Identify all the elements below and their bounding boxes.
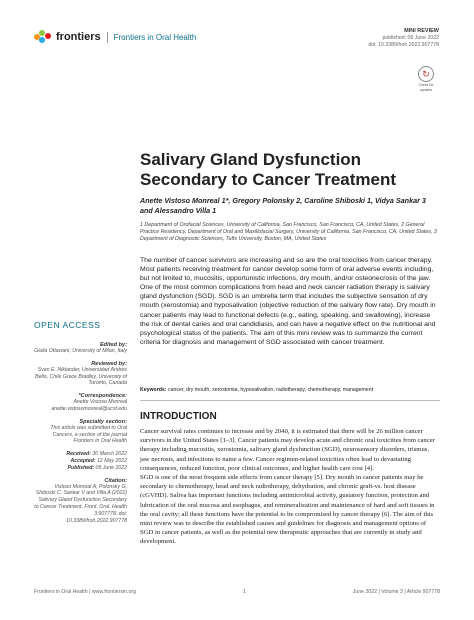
received-date: 30 March 2022: [92, 451, 127, 458]
article-type: MINI REVIEW: [404, 28, 439, 34]
editor-name[interactable]: Giulia Ottaviani, University of Milan, Italy: [34, 348, 127, 354]
journal-header: [34, 30, 196, 44]
badge-line1: Check for: [418, 83, 434, 87]
article-dates: [34, 451, 127, 471]
intro-paragraph-2: SGD is one of the most frequent side effects from cancer therapy [5]. Dry mouth in cancer patients may be secondary to chemotherapy, head and neck radiotherapy, dehydration, and chronic graft-vs. host disease (cGVHD). Saliva has important functions including antimicrobial activity, gustatory function, protection and lubrication of the oral mucosa and esophagus, and remineralization and maintenance of hard and soft tissues in the oral cavity; all these functions have the potential to be compromised by cancer therapy [6]. The aim of this mini review was to describe the established causes and guidelines for diagnosis and management options of SGD in cancer patients, as well as the potential new therapeutic approaches that are currently in study and development.: [140, 474, 435, 546]
keywords-list: cancer, dry mouth, xerostomia, hyposalivation, radiotherapy, chemotherapy, management: [167, 387, 374, 393]
author-list[interactable]: Anette Vistoso Monreal 1*, Gregory Polonsky 2, Caroline Shiboski 1, Vidya Sankar 3 and Alessandro Villa 1: [140, 196, 426, 215]
footer-journal-link[interactable]: Frontiers in Oral Health | www.frontiersin.org: [34, 589, 136, 595]
open-access-label: OPEN ACCESS: [34, 320, 101, 330]
badge-line2: updates: [419, 88, 433, 92]
check-updates-icon: ↻: [418, 66, 434, 82]
page-number: 1: [242, 589, 246, 595]
section-heading-introduction: INTRODUCTION: [140, 411, 217, 422]
affiliations: 1 Department of Orofacial Sciences, University of California, San Francisco, San Francisco, CA, United States, 2 General Practice Residency, Department of Oral and Maxillofacial Surgery, University of California, San Francisco, CA, United States, 3 Department of Diagnostic Sciences, Tufts University, Boston, MA, United States: [140, 222, 437, 243]
correspondence-label: *Correspondence:: [78, 393, 127, 400]
section-divider: [140, 400, 440, 401]
published-date: published: 09 June 2022: [382, 35, 439, 41]
citation-value: Vistoso Monreal A, Polonsky G, Shiboski C, Sankar V and Villa A (2022) Salivary Gland Dysfunction Secondary to Cancer Treatment. Front. Oral. Health 3:907778. doi: 10.3389/froh.2022.907778: [34, 483, 127, 524]
page-footer: [34, 589, 440, 595]
reviewed-by-label: Reviewed by:: [91, 360, 127, 367]
received-label: Received:: [66, 451, 91, 458]
correspondence-value[interactable]: Anette Vistoso Monreal anette.vistosomonreal@ucsf.edu: [51, 399, 127, 412]
specialty-section-label: Specialty section:: [79, 418, 127, 425]
accepted-label: Accepted:: [70, 457, 96, 464]
published-date-side: 09 June 2022: [95, 464, 127, 471]
intro-paragraph-1: Cancer survival rates continues to increase and by 2040, it is estimated that there will be 26 million cancer survivors in the United States [1–3]. Cancer patients may develop acute and chronic oral toxicities from cancer therapy including mucositis, xerostomia, salivary gland dysfunction (SGD), neurosensory disorders, trismus, jaw necrosis, and infections to name a few. Cancer regimen-related toxicities often lead to devastating consequences, reduced function, poor clinical outcomes, and higher health care cost [4].: [140, 428, 435, 472]
reviewer-names[interactable]: Sven E. Niklander, Universidad Andres Bello, Chile Grace Bradley, University of Toronto, Canada: [35, 366, 127, 387]
citation-label: Citation:: [104, 477, 127, 484]
keywords-label: Keywords:: [140, 387, 167, 393]
accepted-date: 12 May 2022: [97, 457, 127, 464]
brand-name[interactable]: frontiers: [56, 31, 101, 43]
introduction-body: [140, 427, 440, 547]
specialty-section-value: This article was submitted to Oral Cancers, a section of the journal Frontiers in Oral Health: [50, 424, 127, 445]
journal-name[interactable]: Frontiers in Oral Health: [113, 32, 197, 42]
keywords: [140, 387, 440, 393]
sidebar: [34, 320, 127, 524]
frontiers-logo-icon: [34, 30, 52, 44]
doi-link[interactable]: doi: 10.3389/froh.2022.907778: [368, 42, 439, 48]
article-meta: [368, 28, 439, 49]
footer-issue-info: June 2022 | Volume 3 | Article 907778: [352, 589, 440, 595]
edited-by-label: Edited by:: [99, 342, 127, 348]
abstract: The number of cancer survivors are increasing and so are the oral toxicities from cancer therapy. Most patients receiving treatment for cancer develop some form of oral adverse events including, but not limited to, mucositis, opportunistic infections, dry mouth, and/or osteonecrosis of the jaw. One of the most common complications from head and neck cancer radiation therapy is salivary gland dysfunction (SGD). SGD is an umbrella term that includes the subjective sensation of dry mouth (xerostomia) and hyposalivation (objective reduction of the salivary flow rate). Dry mouth in cancer patients may lead to functional defects (e.g., eating, speaking, and swallowing), increase the risk of dental caries and oral candidiasis, and can have a negative effect on the nutritional and psychological status of the patients. The aim of this mini review was to summarize the current criteria for diagnosis and management of SGD associated with cancer treatment.: [140, 257, 436, 346]
check-for-updates-badge[interactable]: [416, 66, 436, 92]
article-title: Salivary Gland Dysfunction Secondary to Cancer Treatment: [140, 150, 397, 189]
header-divider: [107, 32, 108, 43]
published-label: Published:: [67, 464, 95, 471]
